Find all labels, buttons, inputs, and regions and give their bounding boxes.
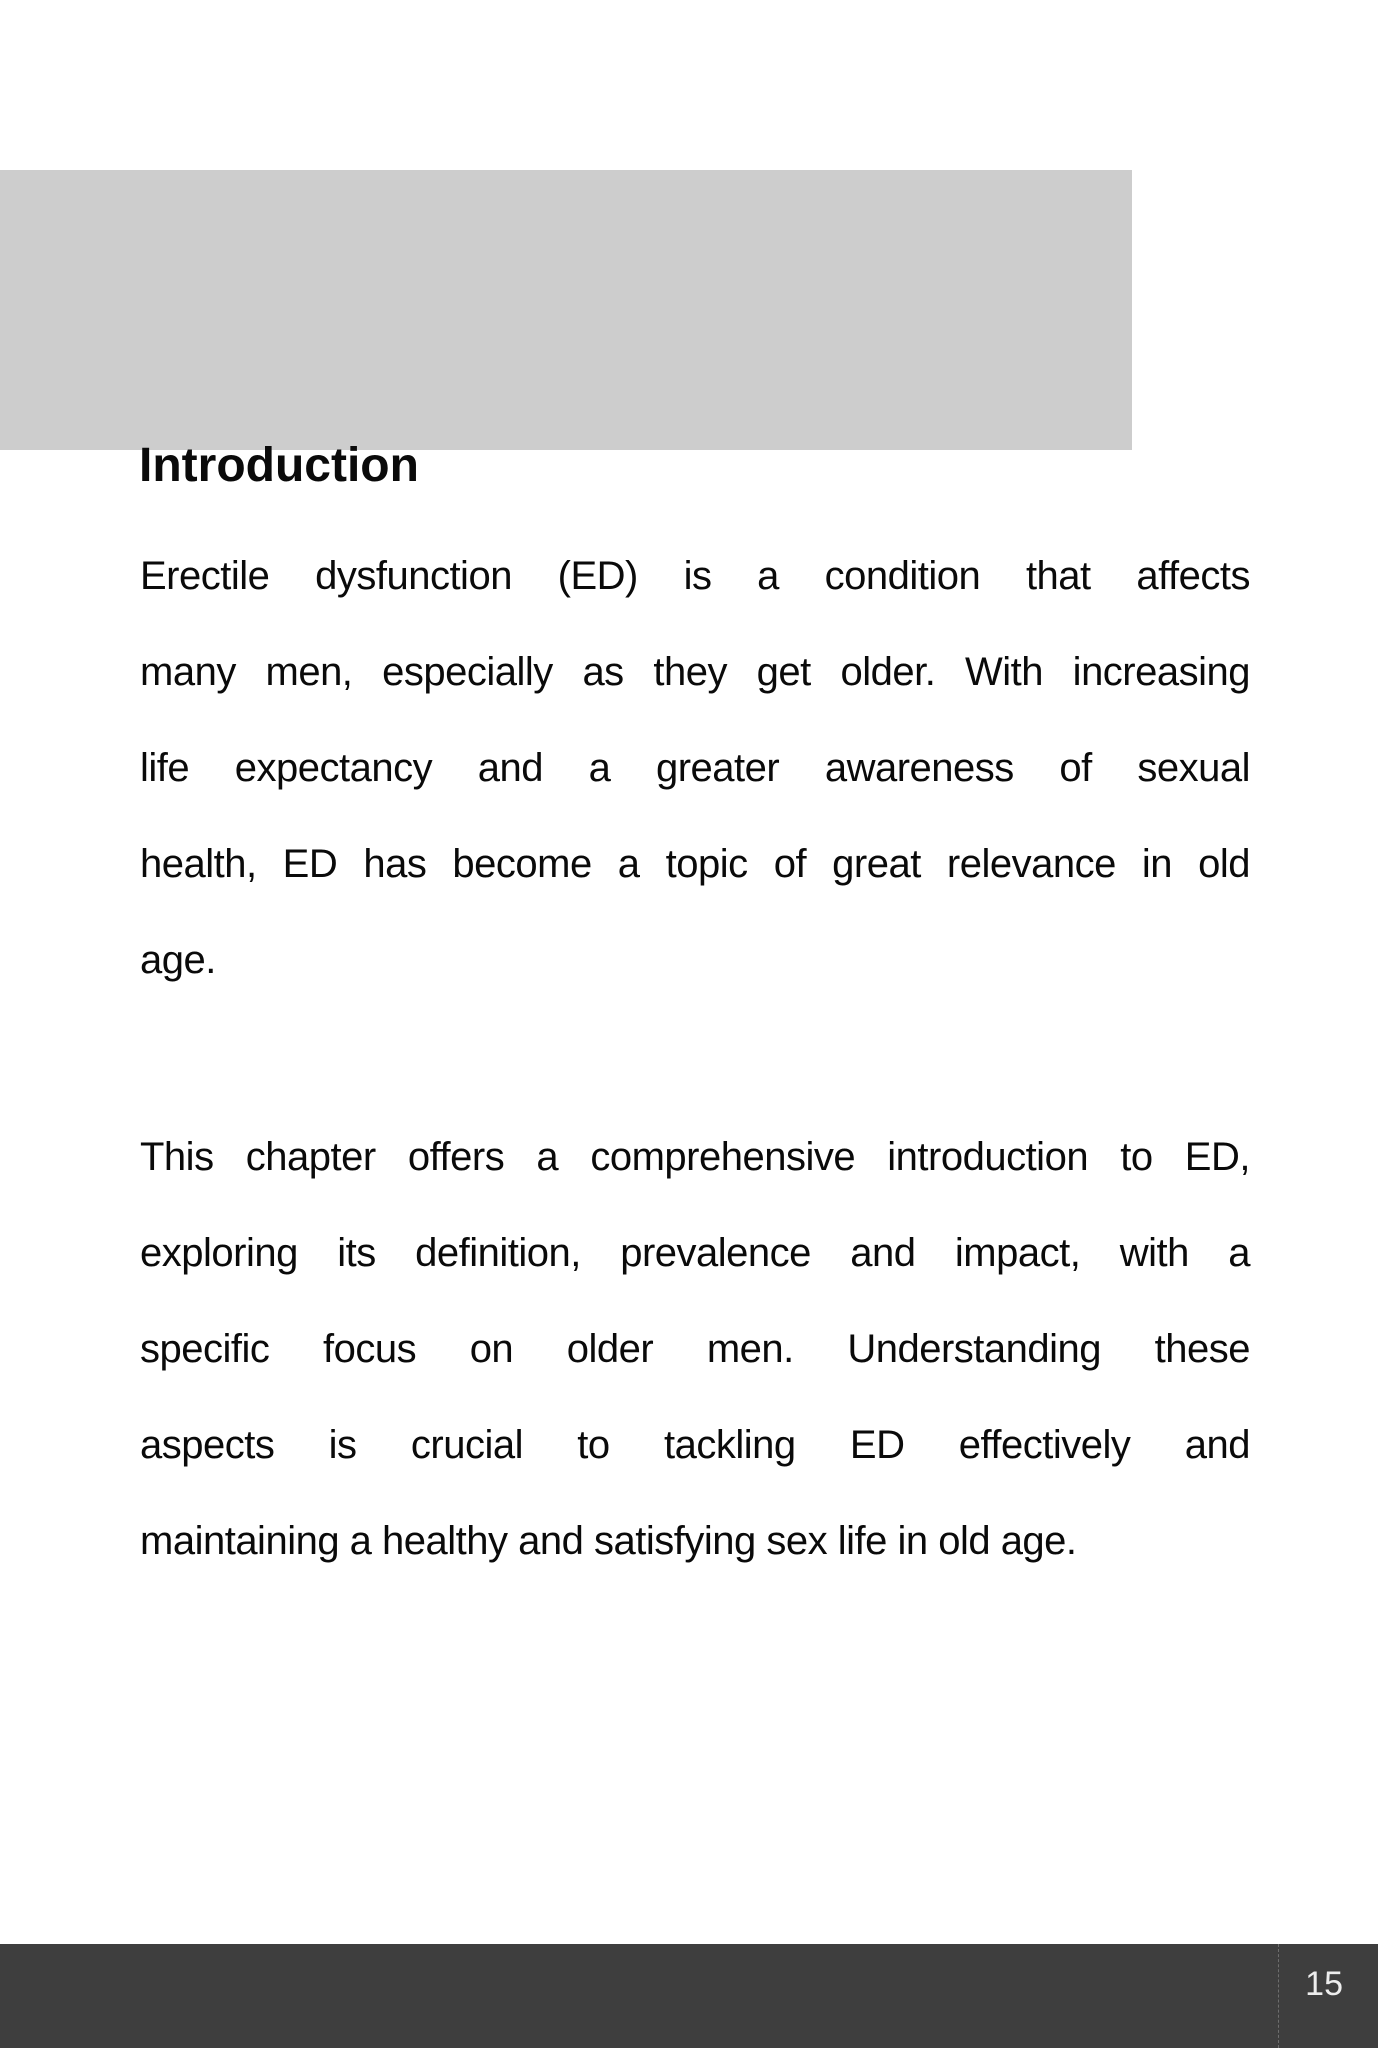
text-line: Erectile dysfunction (ED) is a condition that affects <box>140 554 1250 598</box>
text-line: This chapter offers a comprehensive introduction to ED, <box>140 1135 1250 1179</box>
footer-separator <box>1278 1944 1279 2048</box>
text-line: specific focus on older men. Understanding these <box>140 1327 1250 1371</box>
text-line: age. <box>140 938 216 982</box>
page-number: 15 <box>1305 1965 1343 2003</box>
body-text <box>140 528 1250 1589</box>
paragraph <box>140 528 1250 1008</box>
text-line: aspects is crucial to tackling ED effectively and <box>140 1423 1250 1467</box>
text-line: many men, especially as they get older. With increasing <box>140 650 1250 694</box>
chapter-header-band <box>0 170 1132 492</box>
text-line: maintaining a healthy and satisfying sex life in old age. <box>140 1519 1077 1563</box>
text-line: health, ED has become a topic of great relevance in old <box>140 842 1250 886</box>
paragraph <box>140 1109 1250 1589</box>
footer-bar <box>0 1944 1378 2048</box>
text-line: exploring its definition, prevalence and impact, with a <box>140 1231 1250 1275</box>
chapter-title: Introduction <box>139 439 419 492</box>
text-line: life expectancy and a greater awareness of sexual <box>140 746 1250 790</box>
